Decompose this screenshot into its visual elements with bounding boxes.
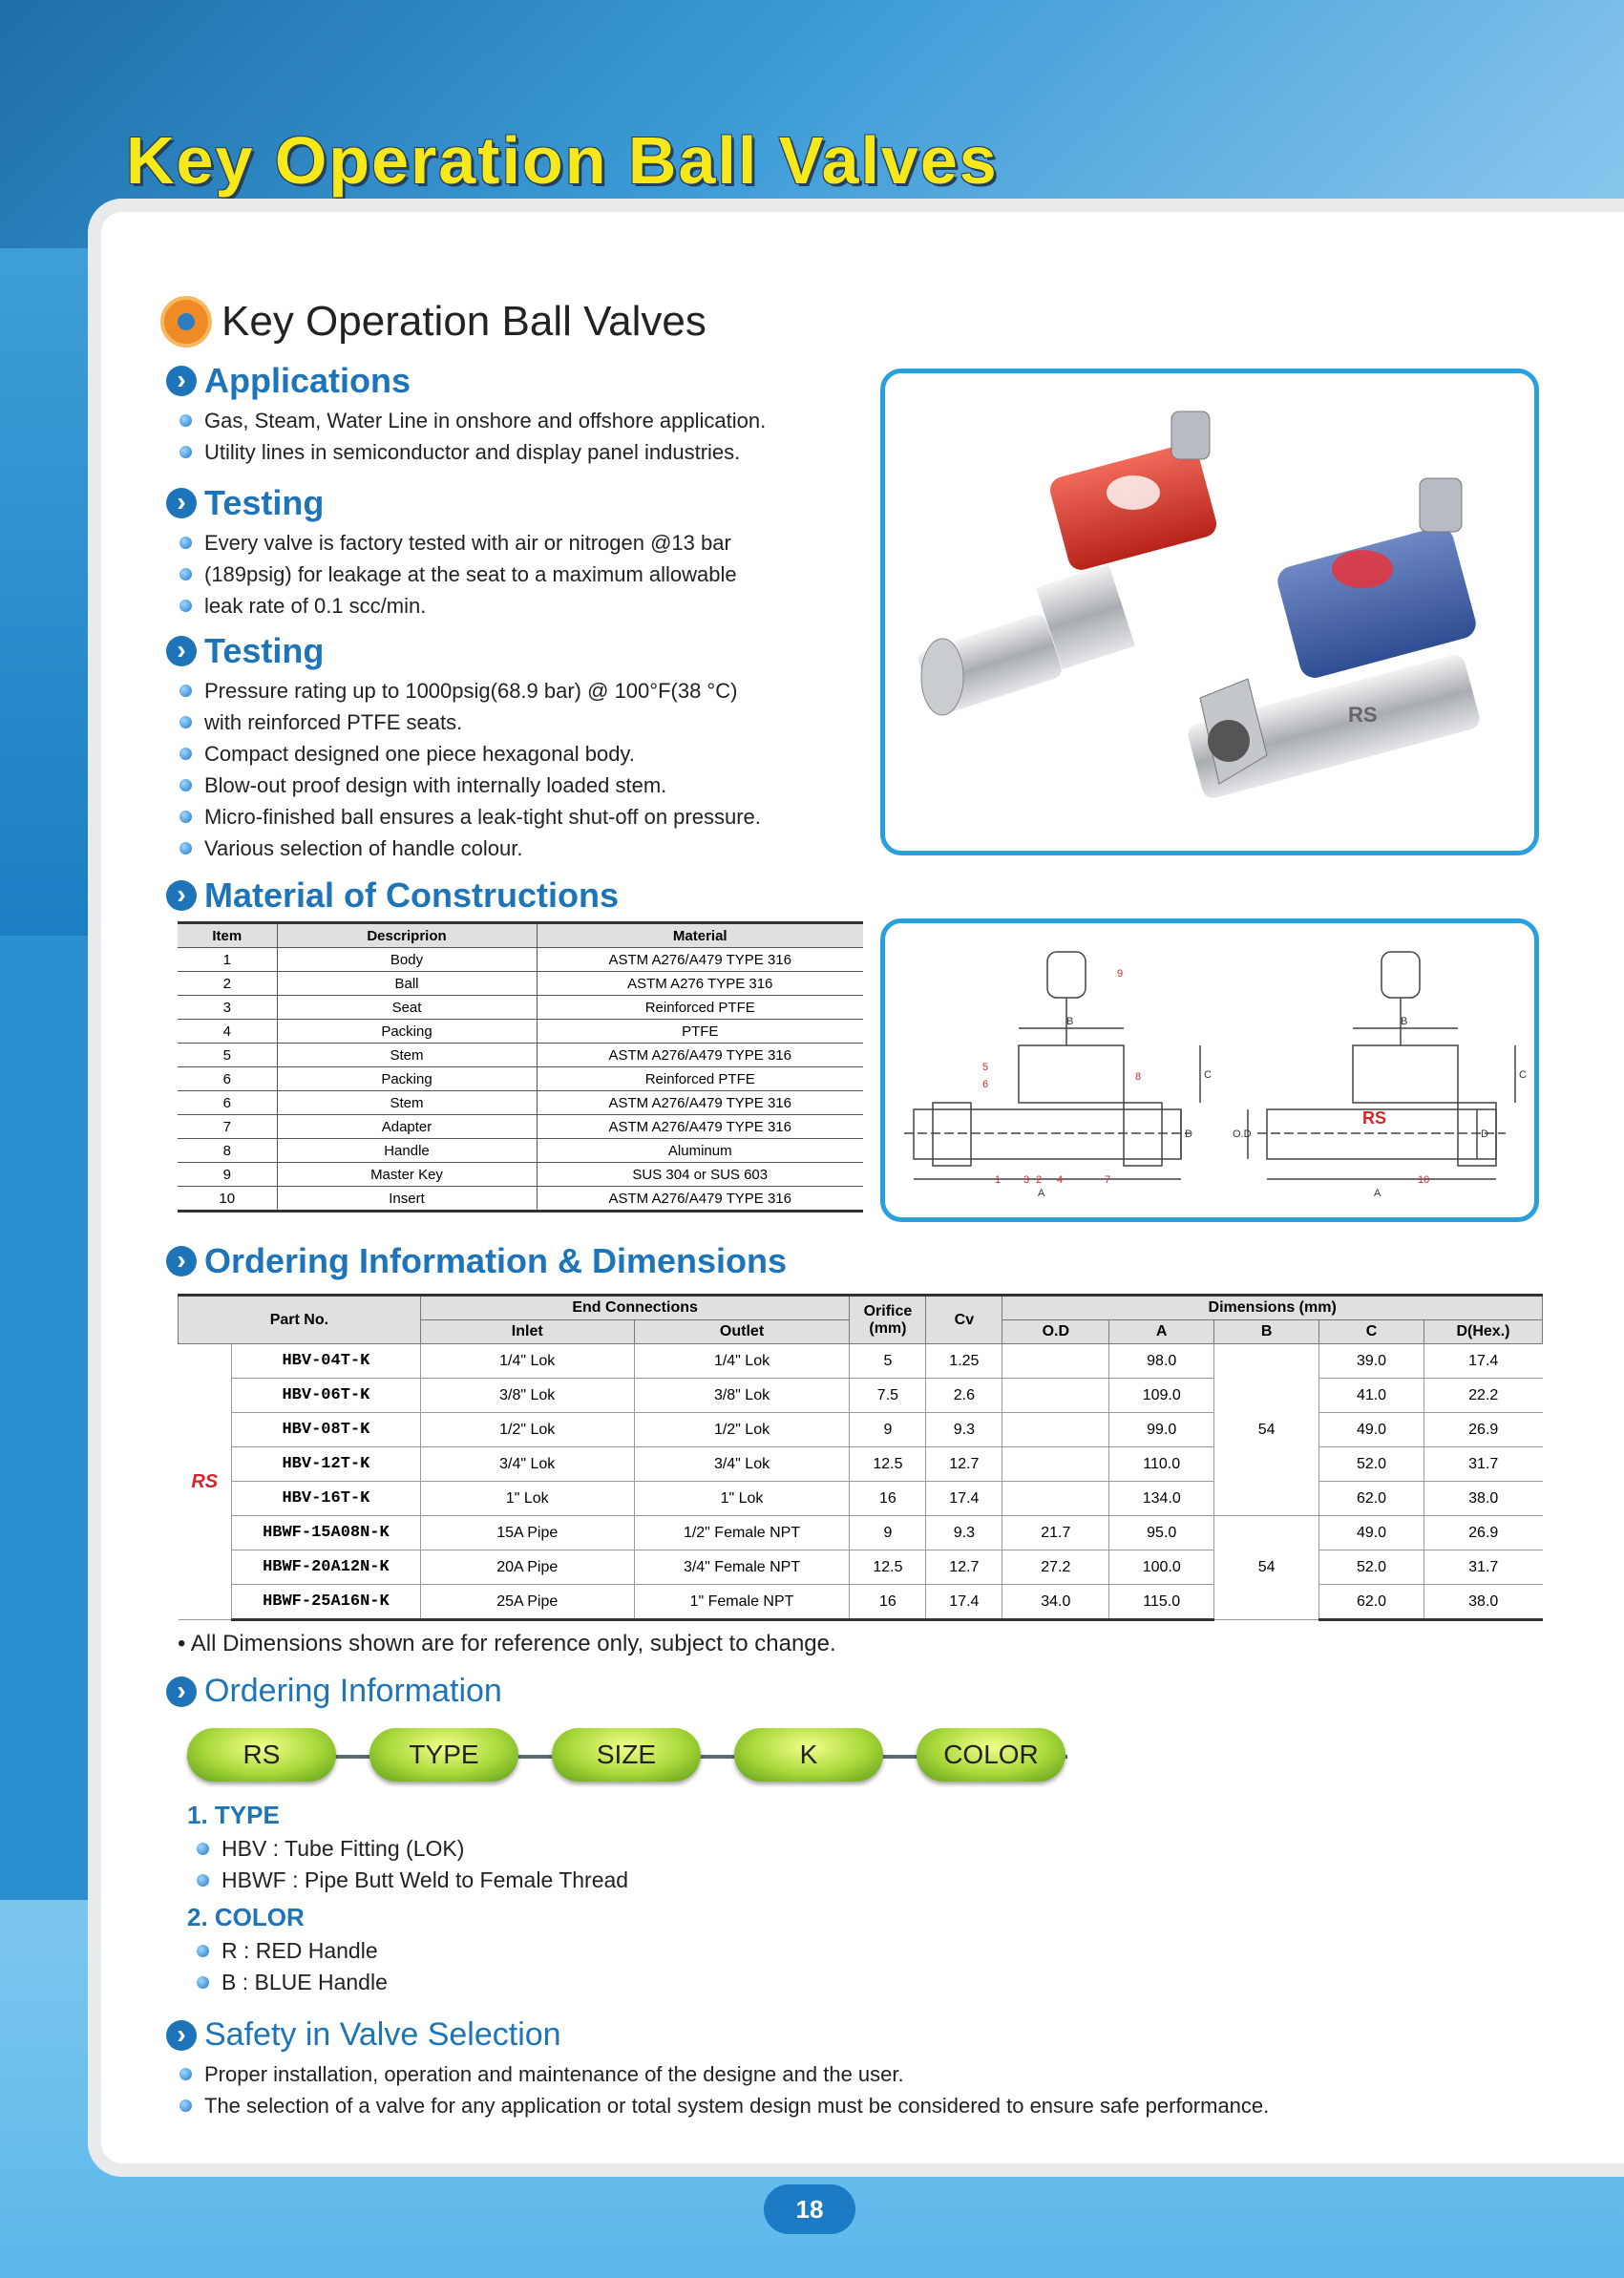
cell: 109.0 <box>1109 1379 1214 1413</box>
cell: 39.0 <box>1319 1344 1424 1379</box>
cell: 98.0 <box>1109 1344 1214 1379</box>
valve-photo-illustration <box>885 373 1534 851</box>
ordering-dims-heading: Ordering Information & Dimensions <box>204 1241 788 1280</box>
cell: 1" Female NPT <box>634 1585 850 1620</box>
blue-valve <box>1186 478 1482 800</box>
applications-header <box>166 361 411 401</box>
cell-b-group: 54 <box>1214 1344 1319 1516</box>
cell: ASTM A276/A479 TYPE 316 <box>537 1044 863 1067</box>
table-row <box>179 1482 1543 1516</box>
table-row <box>178 1163 863 1187</box>
table-row <box>179 1516 1543 1550</box>
cell: 100.0 <box>1109 1550 1214 1585</box>
drawing-label: 6 <box>982 1079 989 1090</box>
cell: 38.0 <box>1424 1585 1542 1620</box>
cell <box>1002 1447 1109 1482</box>
dimensions-note: • All Dimensions shown are for reference only, subject to change. <box>178 1631 836 1656</box>
list-item: HBWF : Pipe Butt Weld to Female Thread <box>193 1865 1052 1896</box>
column-header: Dimensions (mm) <box>1002 1296 1543 1320</box>
table-row <box>178 996 863 1020</box>
safety-list <box>176 2058 1512 2121</box>
table-header-row <box>179 1296 1543 1320</box>
list-item: R : RED Handle <box>193 1935 1052 1967</box>
column-header: Orifice (mm) <box>850 1296 926 1344</box>
drawing-label: C <box>1204 1069 1212 1081</box>
cell: Seat <box>277 996 537 1020</box>
cell: 49.0 <box>1319 1413 1424 1447</box>
list-item: Various selection of handle colour. <box>176 833 901 864</box>
cell: 27.2 <box>1002 1550 1109 1585</box>
page-title: Key Operation Ball Valves <box>126 123 999 198</box>
part-number: HBV-06T-K <box>231 1379 420 1413</box>
table-header-row <box>178 923 863 948</box>
cell: 34.0 <box>1002 1585 1109 1620</box>
part-number: HBWF-20A12N-K <box>231 1550 420 1585</box>
cell: 12.7 <box>926 1550 1002 1585</box>
ordering-info-heading: Ordering Information <box>204 1673 502 1709</box>
cell: ASTM A276/A479 TYPE 316 <box>537 1091 863 1115</box>
cell: 15A Pipe <box>420 1516 634 1550</box>
chevron-right-icon: › <box>166 1246 197 1276</box>
ordering-info-header <box>166 1673 502 1710</box>
list-item: Compact designed one piece hexagonal body. <box>176 738 901 770</box>
cell: 110.0 <box>1109 1447 1214 1482</box>
drawing-label: 5 <box>982 1062 989 1073</box>
applications-heading: Applications <box>204 361 411 400</box>
cell: 134.0 <box>1109 1482 1214 1516</box>
column-header: Outlet <box>634 1320 850 1344</box>
cell: 1/2" Lok <box>634 1413 850 1447</box>
cell: 6 <box>178 1067 277 1091</box>
cell: 1/4" Lok <box>420 1344 634 1379</box>
code-pill-size: SIZE <box>552 1728 701 1782</box>
cell: Packing <box>277 1067 537 1091</box>
technical-drawing <box>880 918 1539 1222</box>
cell: 31.7 <box>1424 1447 1542 1482</box>
part-number: HBV-04T-K <box>231 1344 420 1379</box>
cell: 7 <box>178 1115 277 1139</box>
table-row <box>179 1344 1543 1379</box>
cell: 1/2" Lok <box>420 1413 634 1447</box>
cell: PTFE <box>537 1020 863 1044</box>
cell: 21.7 <box>1002 1516 1109 1550</box>
column-header: End Connections <box>420 1296 850 1320</box>
ordering-code-diagram <box>187 1728 1067 1783</box>
drawing-label: 8 <box>1135 1071 1142 1083</box>
cell: ASTM A276/A479 TYPE 316 <box>537 1115 863 1139</box>
column-header: A <box>1109 1320 1214 1344</box>
cell: 1.25 <box>926 1344 1002 1379</box>
table-row <box>178 1139 863 1163</box>
ordering-dims-header <box>166 1241 787 1281</box>
cell: ASTM A276/A479 TYPE 316 <box>537 1187 863 1212</box>
drawing-logo: RS <box>1362 1108 1387 1128</box>
code-pill-type: TYPE <box>369 1728 518 1782</box>
drawing-label: B <box>1401 1016 1408 1027</box>
cell: 62.0 <box>1319 1482 1424 1516</box>
column-header: Descriprion <box>277 923 537 948</box>
cell: 1/2" Female NPT <box>634 1516 850 1550</box>
table-row <box>178 1091 863 1115</box>
type-list <box>193 1833 1052 1896</box>
cell: 6 <box>178 1091 277 1115</box>
cell: Stem <box>277 1091 537 1115</box>
drawing-label: 9 <box>1117 968 1124 980</box>
cell: 9.3 <box>926 1516 1002 1550</box>
drawing-label: A <box>1374 1188 1381 1199</box>
cell: 49.0 <box>1319 1516 1424 1550</box>
cell: 1" Lok <box>420 1482 634 1516</box>
cell: 10 <box>178 1187 277 1212</box>
column-header: Inlet <box>420 1320 634 1344</box>
cell: 3/4" Lok <box>634 1447 850 1482</box>
drawing-label: D <box>1185 1128 1192 1140</box>
cell: Packing <box>277 1020 537 1044</box>
cell: 5 <box>178 1044 277 1067</box>
type-label: 1. TYPE <box>187 1801 280 1829</box>
cell: Handle <box>277 1139 537 1163</box>
chevron-right-icon: › <box>166 636 197 666</box>
cell: 17.4 <box>1424 1344 1542 1379</box>
page-number: 18 <box>764 2184 855 2234</box>
drawing-label: 1 <box>995 1174 1002 1186</box>
cell: 5 <box>850 1344 926 1379</box>
list-item: Utility lines in semiconductor and display panel industries. <box>176 436 882 468</box>
cell: 12.5 <box>850 1550 926 1585</box>
cell: 9.3 <box>926 1413 1002 1447</box>
cell: 22.2 <box>1424 1379 1542 1413</box>
code-pill-rs: RS <box>187 1728 336 1782</box>
testing-header-2 <box>166 631 324 671</box>
cell: 25A Pipe <box>420 1585 634 1620</box>
drawing-label: 10 <box>1418 1174 1430 1186</box>
column-header: Material <box>537 923 863 948</box>
part-number: HBV-12T-K <box>231 1447 420 1482</box>
cell: Insert <box>277 1187 537 1212</box>
cell <box>1002 1379 1109 1413</box>
list-item-continued: leak rate of 0.1 scc/min. <box>204 594 427 618</box>
cell: 31.7 <box>1424 1550 1542 1585</box>
chevron-right-icon: › <box>166 366 197 396</box>
safety-heading: Safety in Valve Selection <box>204 2016 561 2053</box>
list-item: Micro-finished ball ensures a leak-tight shut-off on pressure. <box>176 801 901 833</box>
cell: 115.0 <box>1109 1585 1214 1620</box>
testing-heading-2: Testing <box>204 631 325 670</box>
cell: 26.9 <box>1424 1413 1542 1447</box>
table-row <box>178 1067 863 1091</box>
cell: 7.5 <box>850 1379 926 1413</box>
cell: Stem <box>277 1044 537 1067</box>
materials-table <box>178 921 863 1213</box>
cell <box>1002 1413 1109 1447</box>
list-item: The selection of a valve for any application or total system design must be considered to ensure safe performance. <box>176 2090 1512 2121</box>
table-row <box>178 972 863 996</box>
brand-logo: RS <box>179 1344 232 1620</box>
section-title: Key Operation Ball Valves <box>221 298 707 345</box>
cell: 2.6 <box>926 1379 1002 1413</box>
cell <box>1002 1482 1109 1516</box>
list-item: Every valve is factory tested with air or nitrogen @13 bar <box>176 527 882 559</box>
cell: 3/8" Lok <box>420 1379 634 1413</box>
svg-text:RS: RS <box>1348 703 1378 727</box>
table-row <box>179 1550 1543 1585</box>
part-number: HBV-16T-K <box>231 1482 420 1516</box>
testing-list <box>176 527 882 622</box>
cell: 17.4 <box>926 1585 1002 1620</box>
cell: 26.9 <box>1424 1516 1542 1550</box>
cell: 1 <box>178 948 277 972</box>
list-item <box>176 559 882 590</box>
testing-heading: Testing <box>204 483 325 522</box>
cell: 99.0 <box>1109 1413 1214 1447</box>
cell: 16 <box>850 1482 926 1516</box>
column-header: Cv <box>926 1296 1002 1344</box>
column-header: B <box>1214 1320 1319 1344</box>
cell: Reinforced PTFE <box>537 1067 863 1091</box>
list-item: Pressure rating up to 1000psig(68.9 bar) @ 100°F(38 °C) <box>176 675 901 707</box>
chevron-right-icon: › <box>166 488 197 518</box>
list-item: Blow-out proof design with internally loaded stem. <box>176 770 901 801</box>
cell: 3/8" Lok <box>634 1379 850 1413</box>
drawing-label: 2 <box>1036 1174 1043 1186</box>
product-photo <box>880 369 1539 855</box>
chevron-right-icon: › <box>166 880 197 911</box>
cell: Body <box>277 948 537 972</box>
table-row <box>179 1447 1543 1482</box>
table-row <box>178 1115 863 1139</box>
cell: 52.0 <box>1319 1550 1424 1585</box>
cell: 62.0 <box>1319 1585 1424 1620</box>
cell-b-group: 54 <box>1214 1516 1319 1620</box>
cell: 9 <box>850 1413 926 1447</box>
gear-icon <box>164 300 208 344</box>
drawing-label: O.D <box>1233 1128 1252 1140</box>
cell: 41.0 <box>1319 1379 1424 1413</box>
column-header: C <box>1319 1320 1424 1344</box>
cell: 1/4" Lok <box>634 1344 850 1379</box>
safety-header <box>166 2016 561 2054</box>
cell: 4 <box>178 1020 277 1044</box>
cell: 8 <box>178 1139 277 1163</box>
list-item: with reinforced PTFE seats. <box>176 707 901 738</box>
table-row <box>179 1585 1543 1620</box>
cell: 1" Lok <box>634 1482 850 1516</box>
cell: 3/4" Female NPT <box>634 1550 850 1585</box>
materials-heading: Material of Constructions <box>204 875 620 915</box>
table-row <box>178 1020 863 1044</box>
cell: 38.0 <box>1424 1482 1542 1516</box>
color-label: 2. COLOR <box>187 1903 305 1931</box>
part-number: HBV-08T-K <box>231 1413 420 1447</box>
cell: Adapter <box>277 1115 537 1139</box>
cell: ASTM A276/A479 TYPE 316 <box>537 948 863 972</box>
cell: ASTM A276 TYPE 316 <box>537 972 863 996</box>
list-item: HBV : Tube Fitting (LOK) <box>193 1833 1052 1865</box>
table-row <box>178 1044 863 1067</box>
drawing-label: C <box>1519 1069 1527 1081</box>
list-item: B : BLUE Handle <box>193 1967 1052 1998</box>
part-number: HBWF-15A08N-K <box>231 1516 420 1550</box>
cell: 20A Pipe <box>420 1550 634 1585</box>
cell: Ball <box>277 972 537 996</box>
cell: Aluminum <box>537 1139 863 1163</box>
section-header <box>164 298 707 346</box>
ordering-table <box>178 1294 1543 1621</box>
column-header: Part No. <box>179 1296 421 1344</box>
table-row <box>178 1187 863 1212</box>
cell: SUS 304 or SUS 603 <box>537 1163 863 1187</box>
drawing-label: B <box>1066 1016 1074 1027</box>
list-item: Gas, Steam, Water Line in onshore and offshore application. <box>176 405 882 436</box>
cell: 52.0 <box>1319 1447 1424 1482</box>
code-pill-color: COLOR <box>917 1728 1065 1782</box>
features-list <box>176 675 901 864</box>
drawing-label: A <box>1038 1188 1045 1199</box>
cell: 2 <box>178 972 277 996</box>
cell: Reinforced PTFE <box>537 996 863 1020</box>
list-item-continued: (189psig) for leakage at the seat to a maximum allowable <box>204 562 737 586</box>
cell: 3/4" Lok <box>420 1447 634 1482</box>
cell: 17.4 <box>926 1482 1002 1516</box>
part-number: HBWF-25A16N-K <box>231 1585 420 1620</box>
cell: Master Key <box>277 1163 537 1187</box>
cell: 12.5 <box>850 1447 926 1482</box>
testing-header <box>166 483 324 523</box>
cell: 9 <box>178 1163 277 1187</box>
applications-list <box>176 405 882 468</box>
chevron-right-icon: › <box>166 2020 197 2051</box>
drawing-label: 3 <box>1023 1174 1030 1186</box>
red-valve <box>917 411 1220 717</box>
dimension-drawing <box>885 923 1534 1217</box>
drawing-label: D <box>1481 1128 1488 1140</box>
cell: 12.7 <box>926 1447 1002 1482</box>
table-row <box>179 1379 1543 1413</box>
materials-header <box>166 875 619 916</box>
column-header: Item <box>178 923 277 948</box>
list-item: Proper installation, operation and maintenance of the designe and the user. <box>176 2058 1512 2090</box>
cell: 95.0 <box>1109 1516 1214 1550</box>
column-header: D(Hex.) <box>1424 1320 1542 1344</box>
cell: 9 <box>850 1516 926 1550</box>
cell: 3 <box>178 996 277 1020</box>
table-row <box>179 1413 1543 1447</box>
drawing-label: 7 <box>1105 1174 1111 1186</box>
code-pill-k: K <box>734 1728 883 1782</box>
column-header: O.D <box>1002 1320 1109 1344</box>
cell <box>1002 1344 1109 1379</box>
color-list <box>193 1935 1052 1998</box>
list-item <box>176 590 882 622</box>
drawing-label: 4 <box>1057 1174 1064 1186</box>
chevron-right-icon: › <box>166 1677 197 1707</box>
table-row <box>178 948 863 972</box>
cell: 16 <box>850 1585 926 1620</box>
